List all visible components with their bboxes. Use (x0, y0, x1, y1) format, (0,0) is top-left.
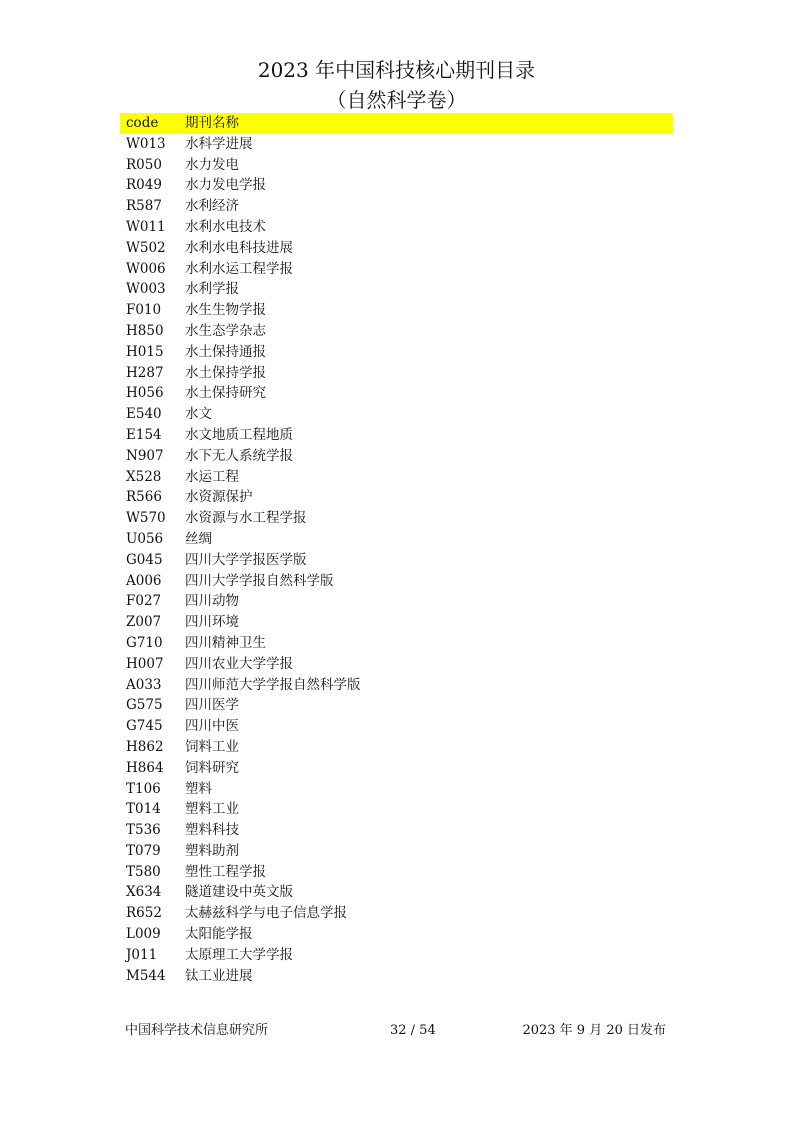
journal-code: N907 (126, 447, 164, 464)
table-row (120, 841, 673, 862)
journal-code: H056 (126, 385, 164, 402)
journal-code: R050 (126, 156, 162, 173)
journal-code: W013 (126, 135, 166, 152)
table-row (120, 321, 673, 342)
footer-date: 2023 年 9 月 20 日发布 (522, 1023, 666, 1038)
journal-code: T580 (126, 863, 161, 880)
header-name: 期刊名称 (185, 115, 239, 131)
journal-code: U056 (126, 530, 164, 547)
journal-code: X528 (126, 468, 162, 485)
journal-name: 饲料研究 (185, 759, 239, 776)
table-row (120, 945, 673, 966)
journal-code: H864 (126, 759, 164, 776)
table-row (120, 675, 673, 696)
journal-code: T536 (126, 822, 161, 839)
table-row (120, 259, 673, 280)
journal-name: 四川医学 (185, 697, 239, 714)
journal-code: M544 (126, 967, 166, 984)
header-code: code (126, 115, 159, 131)
journal-code: W006 (126, 260, 166, 277)
table-row (120, 571, 673, 592)
table-row (120, 404, 673, 425)
table-row (120, 217, 673, 238)
table-row (120, 903, 673, 924)
journal-name: 水力发电学报 (185, 177, 266, 194)
journal-code: W570 (126, 510, 166, 527)
journal-name: 塑性工程学报 (185, 863, 266, 880)
journal-code: T079 (126, 842, 161, 859)
journal-name: 水力发电 (185, 156, 239, 173)
journal-code: H007 (126, 655, 164, 672)
journal-code: T106 (126, 780, 161, 797)
journal-name: 钛工业进展 (185, 967, 253, 984)
journal-code: T014 (126, 801, 161, 818)
journal-code: A033 (126, 676, 162, 693)
journal-code: W003 (126, 281, 166, 298)
journal-name: 饲料工业 (185, 738, 239, 755)
table-row (120, 716, 673, 737)
journal-code: F027 (126, 593, 162, 610)
journal-name: 丝绸 (185, 530, 212, 547)
table-row (120, 550, 673, 571)
document-title: 2023 年中国科技核心期刊目录 (257, 58, 536, 82)
table-row (120, 196, 673, 217)
journal-code: A006 (126, 572, 162, 589)
journal-name: 塑料 (185, 780, 212, 797)
journal-name: 塑料科技 (185, 822, 239, 839)
document-subtitle: （自然科学卷） (326, 88, 467, 112)
table-row (120, 279, 673, 300)
journal-code: R652 (126, 905, 162, 922)
journal-name: 太赫兹科学与电子信息学报 (185, 905, 347, 922)
journal-name: 四川动物 (185, 593, 239, 610)
journal-code: G710 (126, 634, 163, 651)
journal-table (120, 113, 673, 986)
table-row (120, 529, 673, 550)
journal-name: 水土保持通报 (185, 343, 266, 360)
footer-page-number: 32 / 54 (390, 1023, 436, 1038)
journal-code: E540 (126, 406, 162, 423)
table-header (120, 113, 673, 134)
table-row (120, 467, 673, 488)
table-row (120, 446, 673, 467)
journal-code: R587 (126, 198, 162, 215)
table-row (120, 238, 673, 259)
journal-name: 水资源与水工程学报 (185, 510, 307, 527)
journal-name: 四川师范大学学报自然科学版 (185, 676, 361, 693)
table-row (120, 966, 673, 987)
table-row (120, 591, 673, 612)
table-row (120, 134, 673, 155)
journal-name: 四川中医 (185, 718, 239, 735)
journal-name: 水科学进展 (185, 135, 253, 152)
journal-code: J011 (126, 946, 158, 963)
table-row (120, 820, 673, 841)
table-row (120, 487, 673, 508)
journal-code: H287 (126, 364, 164, 381)
table-row (120, 425, 673, 446)
journal-name: 水利学报 (185, 281, 239, 298)
table-row (120, 737, 673, 758)
journal-name: 四川农业大学学报 (185, 655, 293, 672)
table-row (120, 862, 673, 883)
journal-name: 水生态学杂志 (185, 322, 266, 339)
journal-name: 水土保持学报 (185, 364, 266, 381)
journal-code: F010 (126, 302, 162, 319)
journal-name: 太原理工大学学报 (185, 946, 293, 963)
table-row (120, 799, 673, 820)
journal-name: 四川大学学报医学版 (185, 551, 307, 568)
journal-code: H015 (126, 343, 164, 360)
table-row (120, 654, 673, 675)
journal-name: 水文 (185, 406, 212, 423)
journal-code: R049 (126, 177, 162, 194)
table-body (120, 134, 673, 987)
table-row (120, 779, 673, 800)
journal-name: 水利经济 (185, 198, 239, 215)
table-row (120, 612, 673, 633)
journal-name: 水文地质工程地质 (185, 426, 293, 443)
journal-name: 四川大学学报自然科学版 (185, 572, 334, 589)
journal-name: 水利水运工程学报 (185, 260, 293, 277)
journal-name: 塑料助剂 (185, 842, 239, 859)
journal-name: 隧道建设中英文版 (185, 884, 293, 901)
journal-name: 水生生物学报 (185, 302, 266, 319)
journal-code: Z007 (126, 614, 162, 631)
journal-name: 四川环境 (185, 614, 239, 631)
journal-name: 塑料工业 (185, 801, 239, 818)
journal-code: H862 (126, 738, 164, 755)
table-row (120, 342, 673, 363)
journal-name: 水土保持研究 (185, 385, 266, 402)
journal-code: H850 (126, 322, 164, 339)
table-row (120, 300, 673, 321)
table-row (120, 758, 673, 779)
footer-publisher: 中国科学技术信息研究所 (125, 1023, 269, 1038)
journal-code: L009 (126, 926, 161, 943)
journal-code: G045 (126, 551, 163, 568)
journal-code: W502 (126, 239, 166, 256)
journal-name: 水下无人系统学报 (185, 447, 293, 464)
table-row (120, 633, 673, 654)
journal-code: E154 (126, 426, 162, 443)
journal-name: 水利水电科技进展 (185, 239, 293, 256)
journal-code: G575 (126, 697, 163, 714)
table-row (120, 695, 673, 716)
journal-code: W011 (126, 218, 166, 235)
table-row (120, 508, 673, 529)
table-row (120, 924, 673, 945)
table-row (120, 383, 673, 404)
table-row (120, 882, 673, 903)
journal-code: X634 (126, 884, 162, 901)
table-row (120, 155, 673, 176)
journal-code: R566 (126, 489, 162, 506)
journal-name: 水利水电技术 (185, 218, 266, 235)
table-row (120, 363, 673, 384)
journal-name: 太阳能学报 (185, 926, 253, 943)
table-row (120, 175, 673, 196)
journal-name: 水资源保护 (185, 489, 253, 506)
journal-code: G745 (126, 718, 163, 735)
journal-name: 四川精神卫生 (185, 634, 266, 651)
journal-name: 水运工程 (185, 468, 239, 485)
